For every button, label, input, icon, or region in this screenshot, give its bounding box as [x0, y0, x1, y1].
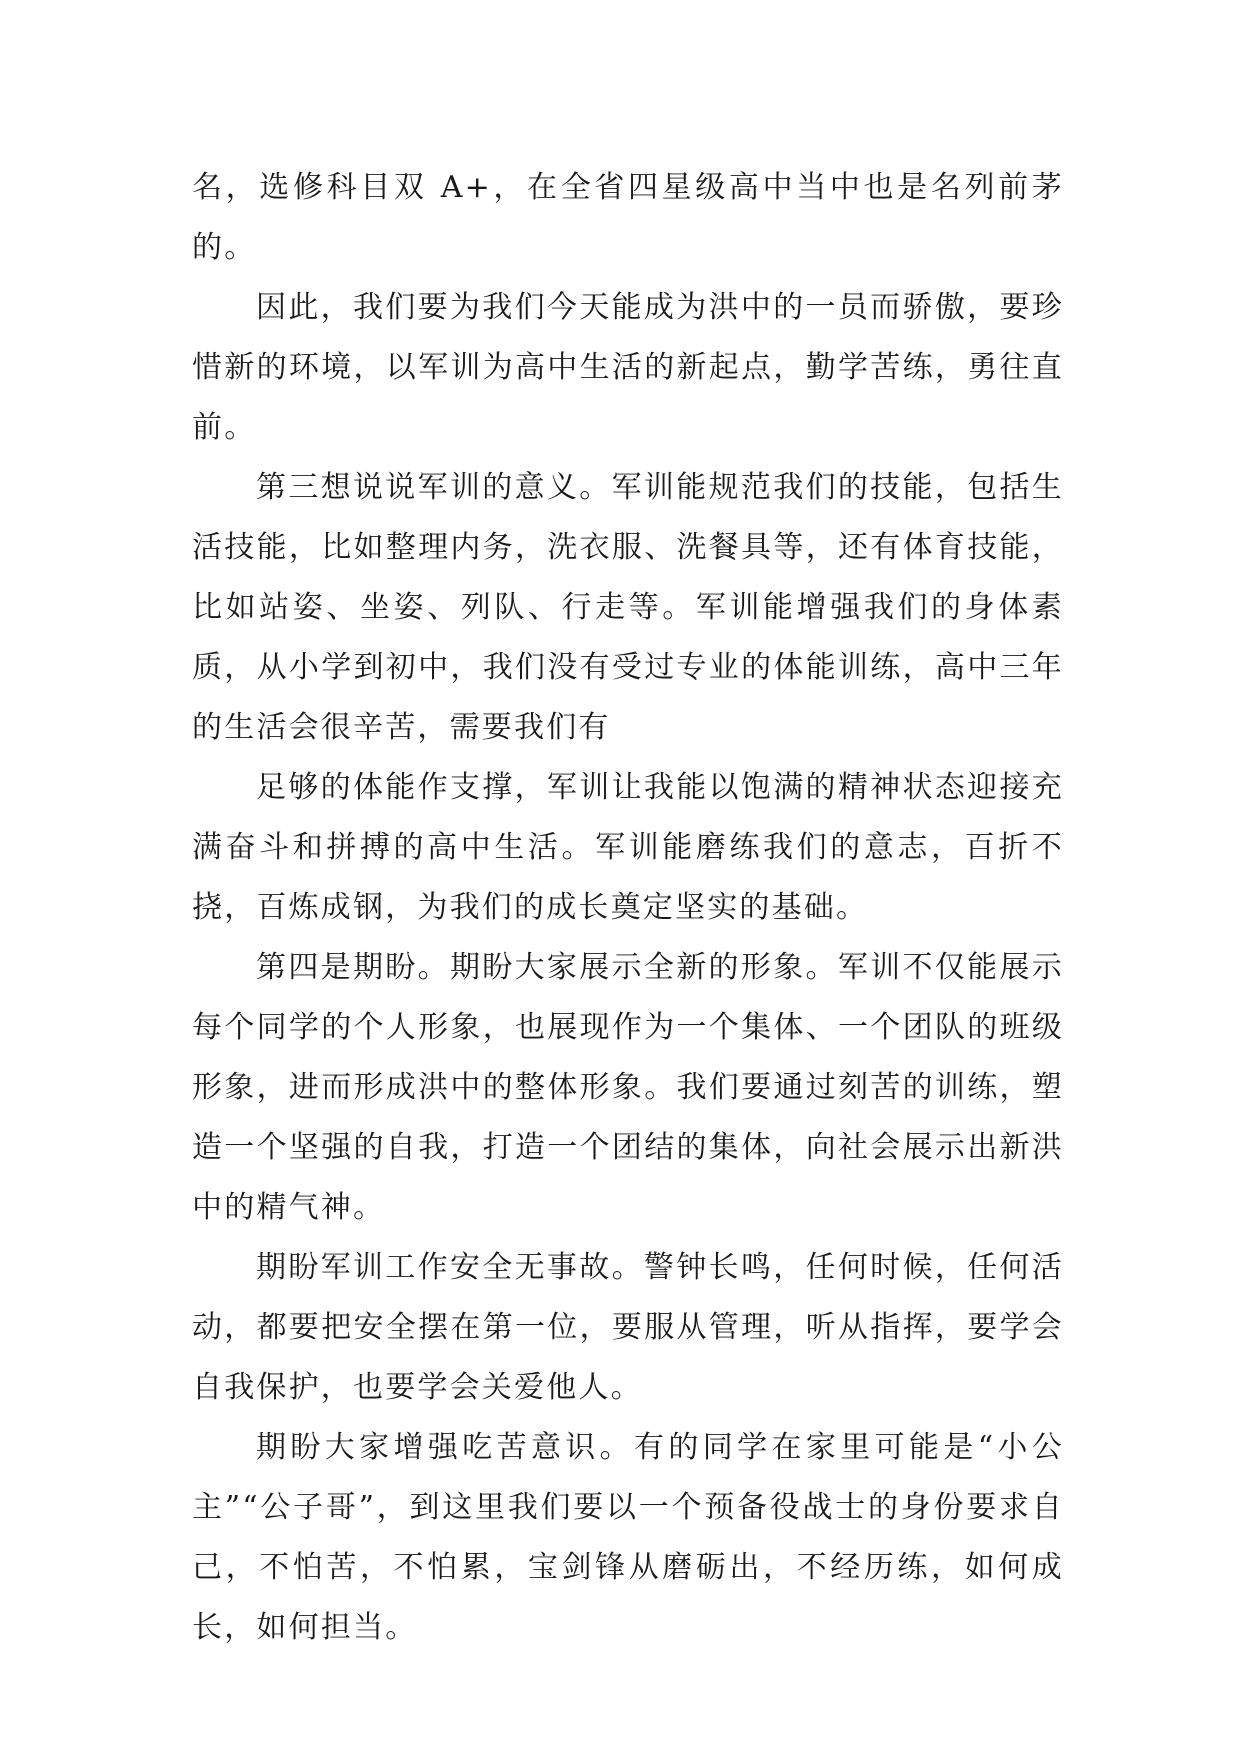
paragraph-pride: 因此，我们要为我们今天能成为洪中的一员而骄傲，要珍惜新的环境，以军训为高中生活的新起点，勤学苦练，勇往直前。 — [192, 290, 1064, 445]
document-body — [192, 158, 1064, 1658]
paragraph-safety: 期盼军训工作安全无事故。警钟长鸣，任何时候，任何活动，都要把安全摆在第一位，要服从管理，听从指挥，要学会自我保护，也要学会关爱他人。 — [192, 1250, 1064, 1405]
paragraph-continuation: 名，选修科目双 A+，在全省四星级高中当中也是名列前茅的。 — [192, 170, 1064, 265]
paragraph-training-meaning: 第三想说说军训的意义。军训能规范我们的技能，包括生活技能，比如整理内务，洗衣服、洗餐具等，还有体育技能，比如站姿、坐姿、列队、行走等。军训能增强我们的身体素质，从小学到初中，我们没有受过专业的体能训练，高中三年的生活会很辛苦，需要我们有 — [192, 470, 1064, 745]
paragraph-new-image: 第四是期盼。期盼大家展示全新的形象。军训不仅能展示每个同学的个人形象，也展现作为一个集体、一个团队的班级形象，进而形成洪中的整体形象。我们要通过刻苦的训练，塑造一个坚强的自我，打造一个团结的集体，向社会展示出新洪中的精气神。 — [192, 950, 1064, 1225]
paragraph-stamina: 足够的体能作支撑，军训让我能以饱满的精神状态迎接充满奋斗和拼搏的高中生活。军训能磨练我们的意志，百折不挠，百炼成钢，为我们的成长奠定坚实的基础。 — [192, 770, 1064, 925]
paragraph-hardship: 期盼大家增强吃苦意识。有的同学在家里可能是“小公主”“公子哥”，到这里我们要以一个预备役战士的身份要求自己，不怕苦，不怕累，宝剑锋从磨砺出，不经历练，如何成长，如何担当。 — [192, 1430, 1064, 1645]
